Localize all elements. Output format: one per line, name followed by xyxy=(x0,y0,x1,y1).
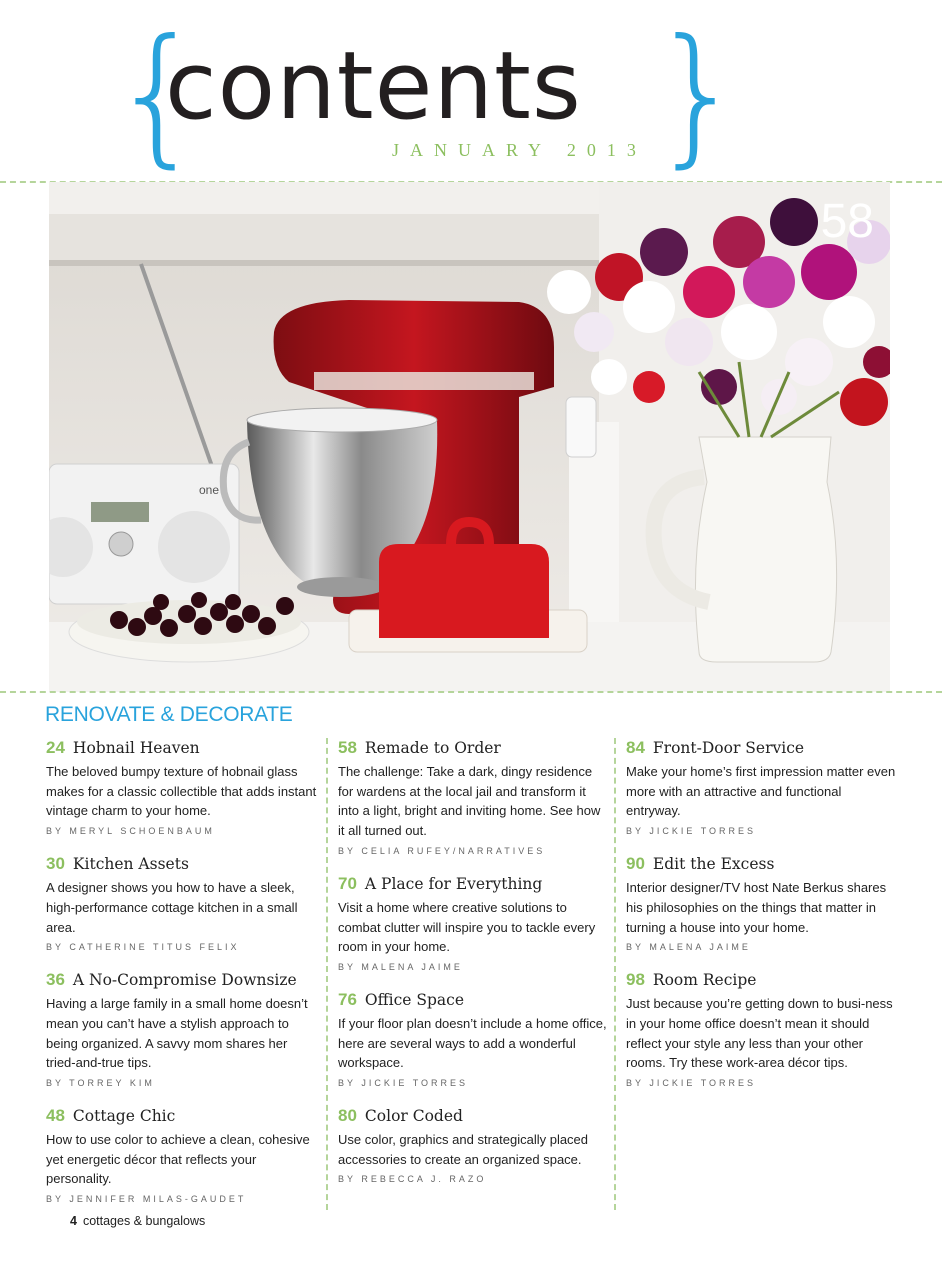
entry-byline: BY JENNIFER MILAS-GAUDET xyxy=(46,1194,247,1205)
entry-description: The challenge: Take a dark, dingy residence for wardens at the local jail and transform it into a light, bright and inviting home. See how it all turned out. xyxy=(338,764,601,839)
entry-heading xyxy=(46,1106,318,1126)
kitchen-still-life-image xyxy=(49,182,890,692)
entry-title: Kitchen Assets xyxy=(72,855,189,874)
toc-entry[interactable] xyxy=(626,738,898,836)
entry-heading xyxy=(338,738,610,758)
entry-heading xyxy=(626,970,898,990)
entry-byline: BY REBECCA J. RAZO xyxy=(338,1174,487,1185)
entry-heading xyxy=(46,738,318,758)
entry-heading xyxy=(338,990,610,1010)
dashed-divider-bottom xyxy=(0,691,942,693)
entry-byline: BY TORREY KIM xyxy=(46,1078,155,1089)
entry-title: Room Recipe xyxy=(652,971,757,990)
toc-entry[interactable] xyxy=(46,970,318,1088)
entry-description: A designer shows you how to have a sleek, high-performance cottage kitchen in a small area. xyxy=(46,880,298,935)
entry-description: How to use color to achieve a clean, cohesive yet energetic décor that reflects your personality. xyxy=(46,1132,310,1187)
entry-title: Remade to Order xyxy=(364,739,501,757)
entry-page-number: 58 xyxy=(338,738,357,757)
entry-title: Edit the Excess xyxy=(652,855,775,874)
entry-page-number: 98 xyxy=(626,970,645,990)
entry-page-number: 90 xyxy=(626,854,645,874)
entry-byline: BY MERYL SCHOENBAUM xyxy=(46,826,215,837)
entry-page-number: 80 xyxy=(338,1106,357,1126)
entry-byline: BY MALENA JAIME xyxy=(626,942,751,953)
entry-title: Hobnail Heaven xyxy=(72,739,200,757)
feature-photo xyxy=(49,182,890,692)
entry-byline: BY JICKIE TORRES xyxy=(626,826,757,837)
entry-byline: BY JICKIE TORRES xyxy=(626,1078,757,1089)
entry-page-number: 24 xyxy=(46,738,65,757)
entry-page-number: 48 xyxy=(46,1106,65,1126)
entry-heading xyxy=(626,854,898,874)
column-divider xyxy=(326,738,328,1210)
entry-heading xyxy=(338,1106,610,1126)
entry-description: Just because you’re getting down to busi-ness in your home office doesn’t mean it should reflect your style any less than your other rooms. Try these work-area décor tips. xyxy=(626,996,893,1071)
toc-column-3 xyxy=(626,738,898,1106)
issue-date: JANUARY 2013 xyxy=(392,140,647,160)
entry-heading xyxy=(46,854,318,874)
page-title: contents xyxy=(165,32,582,141)
entry-title: Office Space xyxy=(364,990,465,1009)
entry-title: A Place for Everything xyxy=(364,874,543,893)
toc-column-1 xyxy=(46,738,318,1222)
entry-description: Interior designer/TV host Nate Berkus shares his philosophies on the things that matter in turning a house into your home. xyxy=(626,880,887,935)
entry-description: The beloved bumpy texture of hobnail glass makes for a classic collectible that adds instant vintage charm to your home. xyxy=(46,764,317,819)
entry-byline: BY MALENA JAIME xyxy=(338,961,463,972)
toc-entry[interactable] xyxy=(338,1106,610,1184)
entry-title: Color Coded xyxy=(364,1107,463,1126)
entry-description: Make your home’s first impression matter even more with an attractive and functional entryway. xyxy=(626,764,896,819)
folio-page-number: 4 xyxy=(70,1214,77,1228)
entry-description: Visit a home where creative solutions to combat clutter will inspire you to tackle every room in your home. xyxy=(338,899,596,955)
toc-entry[interactable] xyxy=(46,1106,318,1204)
toc-column-2 xyxy=(338,738,610,1202)
entry-title: Front-Door Service xyxy=(652,739,805,757)
toc-entry[interactable] xyxy=(46,738,318,836)
toc-entry[interactable] xyxy=(338,874,610,972)
entry-page-number: 76 xyxy=(338,989,357,1009)
contents-header xyxy=(0,0,942,182)
toc-entry[interactable] xyxy=(338,990,610,1088)
entry-description: Use color, graphics and strategically placed accessories to create an organized space. xyxy=(338,1132,589,1167)
photo-page-badge: 58 xyxy=(820,195,874,248)
column-divider xyxy=(614,738,616,1210)
entry-page-number: 36 xyxy=(46,970,65,990)
entry-description: Having a large family in a small home doesn’t mean you can’t have a stylish approach to being organized. A savvy mom shares her tried-and-true tips. xyxy=(46,996,308,1071)
entry-title: Cottage Chic xyxy=(72,1107,176,1126)
entry-heading xyxy=(46,970,318,990)
magazine-name: cottages & bungalows xyxy=(82,1214,206,1228)
entry-page-number: 70 xyxy=(338,873,357,893)
left-brace-ornament: { xyxy=(110,8,206,182)
toc-entry[interactable] xyxy=(626,970,898,1088)
entry-byline: BY CELIA RUFEY/NARRATIVES xyxy=(338,845,546,856)
radio-brand-text: one xyxy=(199,483,220,497)
toc-entry[interactable] xyxy=(46,854,318,952)
entry-heading xyxy=(338,874,610,894)
page-footer xyxy=(70,1214,205,1228)
section-title: RENOVATE & DECORATE xyxy=(45,703,293,726)
entry-byline: BY CATHERINE TITUS FELIX xyxy=(46,942,240,953)
entry-byline: BY JICKIE TORRES xyxy=(338,1078,469,1089)
toc-entry[interactable] xyxy=(626,854,898,952)
entry-page-number: 84 xyxy=(626,738,645,757)
entry-heading xyxy=(626,738,898,758)
right-brace-ornament: } xyxy=(650,8,746,182)
entry-description: If your floor plan doesn’t include a home office, here are several ways to add a wonderful workspace. xyxy=(338,1015,607,1071)
toc-entry[interactable] xyxy=(338,738,610,856)
entry-page-number: 30 xyxy=(46,854,65,874)
entry-title: A No-Compromise Downsize xyxy=(72,971,297,990)
